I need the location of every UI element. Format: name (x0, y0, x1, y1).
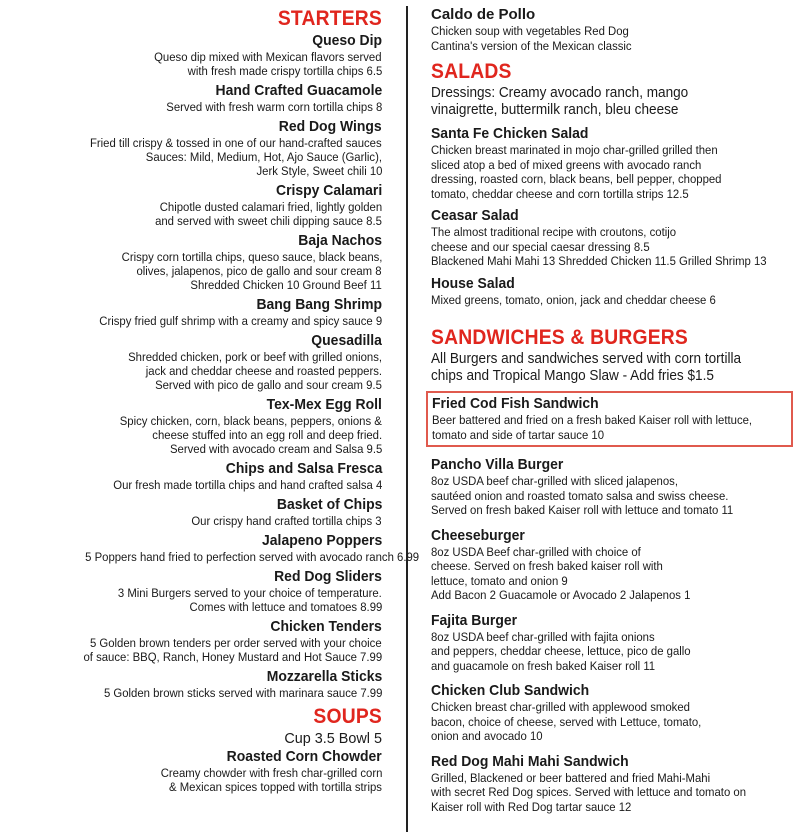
item-description (431, 24, 781, 53)
item-description (60, 314, 382, 328)
description-line: 3 Mini Burgers served to your choice of temperature. (118, 586, 382, 600)
description-line: Comes with lettuce and tomatoes 8.99 (189, 600, 382, 614)
description-line: cheese and our special caesar dressing 8.5 (431, 239, 650, 254)
description-line: The almost traditional recipe with croutons, cotijo (431, 225, 677, 239)
item-description (60, 478, 382, 492)
description-line: 5 Golden brown sticks served with marinara sauce 7.99 (103, 686, 382, 700)
item-name: Fajita Burger (431, 611, 518, 629)
description-line: cheese. Served on fresh baked kaiser roll with (431, 559, 663, 573)
description-line: of sauce: BBQ, Ranch, Honey Mustard and Hot Sauce 7.99 (83, 650, 382, 664)
item-name: Fried Cod Fish Sandwich (432, 395, 599, 412)
menu-item (60, 568, 382, 614)
description-line: Shredded Chicken 10 Ground Beef 11 (190, 278, 382, 292)
menu-item (60, 668, 382, 700)
menu-item (60, 618, 382, 664)
menu-item (60, 396, 382, 456)
item-description (431, 225, 781, 269)
item-name: Red Dog Wings (279, 118, 382, 135)
menu-item (60, 496, 382, 528)
item-name: Tex-Mex Egg Roll (266, 396, 382, 413)
description-line: Creamy chowder with fresh char-grilled corn (160, 766, 382, 780)
menu-item (431, 682, 781, 744)
description-line: Served with pico de gallo and sour cream 9.5 (155, 378, 382, 392)
description-line: Sauces: Mild, Medium, Hot, Ajo Sauce (Garlic), (145, 150, 382, 164)
description-line: 5 Golden brown tenders per order served with your choice (90, 636, 382, 650)
item-description (60, 350, 382, 392)
description-line: cheese stuffed into an egg roll and deep fried. (152, 428, 382, 442)
description-line: Crispy corn tortilla chips, queso sauce, black beans, (121, 250, 382, 264)
item-description (60, 766, 382, 794)
description-line: 8oz USDA beef char-grilled with sliced jalapenos, (431, 474, 678, 488)
item-name: Jalapeno Poppers (261, 532, 382, 549)
description-line: tomato and side of tartar sauce 10 (432, 427, 605, 442)
sandwiches-note (431, 351, 781, 385)
menu-item (431, 275, 781, 308)
description-line: olives, jalapenos, pico de gallo and sour cream 8 (136, 264, 382, 278)
item-description (60, 50, 382, 78)
item-description (431, 630, 781, 674)
menu-item (60, 82, 382, 114)
section-title-sandwiches: SANDWICHES & BURGERS (431, 326, 689, 349)
menu-item (431, 612, 781, 674)
item-description (431, 700, 781, 744)
right-column (431, 6, 781, 823)
description-line: bacon, choice of cheese, served with Lettuce, tomato, (431, 714, 702, 729)
starters-list (60, 32, 420, 700)
description-line: Blackened Mahi Mahi 13 Shredded Chicken 11.5 Grilled Shrimp 13 (431, 254, 767, 268)
description-line: sliced atop a bed of mixed greens with avocado ranch (431, 157, 702, 172)
menu-item (60, 232, 382, 292)
description-line: Spicy chicken, corn, black beans, peppers, onions & (119, 414, 382, 428)
description-line: 8oz USDA Beef char-grilled with choice of (431, 544, 641, 559)
description-line: Mixed greens, tomato, onion, jack and cheddar cheese 6 (431, 292, 716, 307)
description-line: Dressings: Creamy avocado ranch, mango (431, 85, 689, 101)
menu-item (60, 532, 420, 564)
item-name: Pancho Villa Burger (431, 456, 564, 473)
description-line: 5 Poppers hand fried to perfection served with avocado ranch 6.99 (85, 550, 420, 564)
section-title-soups: SOUPS (313, 705, 382, 728)
description-line: onion and avocado 10 (431, 729, 543, 743)
item-name: Chicken Club Sandwich (431, 682, 590, 699)
menu-item (60, 296, 382, 328)
item-name: Red Dog Mahi Mahi Sandwich (431, 752, 629, 770)
menu-item (60, 118, 382, 178)
description-line: Beer battered and fried on a fresh baked Kaiser roll with lettuce, (432, 413, 753, 427)
menu-item (431, 753, 781, 815)
description-line: Chicken breast marinated in mojo char-grilled grilled then (431, 143, 718, 157)
sandwiches-list (431, 391, 781, 814)
item-name: Quesadilla (311, 332, 382, 349)
description-line: lettuce, tomato and onion 9 (431, 573, 568, 588)
item-description (60, 586, 382, 614)
description-line: chips and Tropical Mango Slaw - Add fries $1.5 (431, 368, 714, 384)
item-description (431, 771, 781, 815)
item-name: Chicken Tenders (270, 618, 382, 635)
description-line: Chicken breast char-grilled with applewood smoked (431, 700, 690, 714)
menu-item (60, 332, 382, 392)
item-description (60, 100, 382, 114)
menu-item (60, 32, 382, 78)
highlighted-menu-item (426, 391, 793, 447)
item-name: Red Dog Sliders (274, 568, 382, 585)
description-line: and served with sweet chili dipping sauce 8.5 (155, 214, 382, 228)
item-description (60, 514, 382, 528)
item-description (431, 143, 781, 201)
description-line: tomato, cheddar cheese and corn tortilla strips 12.5 (431, 186, 689, 201)
description-line: Jerk Style, Sweet chili 10 (255, 164, 382, 178)
item-description (431, 474, 781, 518)
menu-item (60, 182, 382, 228)
description-line: sautéed onion and roasted tomato salsa and swiss cheese. (431, 488, 729, 503)
item-name: Roasted Corn Chowder (226, 748, 382, 765)
salads-dressings (431, 85, 781, 119)
description-line: vinaigrette, buttermilk ranch, bleu cheese (431, 102, 679, 118)
menu-item (431, 456, 781, 518)
column-divider (406, 6, 408, 832)
item-description (60, 200, 382, 228)
description-line: Fried till crispy & tossed in one of our hand-crafted sauces (90, 136, 382, 150)
description-line: jack and cheddar cheese and roasted peppers. (145, 364, 382, 378)
item-description (431, 293, 781, 308)
item-name: Baja Nachos (298, 232, 382, 249)
description-line: Add Bacon 2 Guacamole or Avocado 2 Jalapenos 1 (431, 588, 691, 602)
item-description (60, 686, 382, 700)
item-name: Basket of Chips (276, 496, 382, 513)
description-line: 8oz USDA beef char-grilled with fajita onions (431, 629, 655, 644)
item-name: House Salad (431, 274, 515, 292)
item-name: Bang Bang Shrimp (256, 296, 382, 313)
description-line: dressing, roasted corn, black beans, bell pepper, chopped (431, 172, 722, 186)
item-description (60, 636, 382, 664)
description-line: with fresh made crispy tortilla chips 6.5 (187, 64, 382, 78)
soups-sizes: Cup 3.5 Bowl 5 (284, 731, 382, 747)
item-description (60, 550, 420, 564)
salads-list (431, 125, 781, 307)
item-name: Crispy Calamari (275, 182, 382, 199)
item-description (431, 545, 781, 603)
item-name: Cheeseburger (431, 526, 525, 544)
description-line: with secret Red Dog spices. Served with lettuce and tomato on (431, 785, 747, 799)
description-line: Cantina's version of the Mexican classic (431, 38, 632, 53)
section-title-starters: STARTERS (277, 7, 382, 30)
description-line: Grilled, Blackened or beer battered and fried Mahi-Mahi (431, 770, 711, 785)
item-name: Caldo de Pollo (431, 6, 536, 23)
left-column (60, 6, 420, 797)
menu-item (431, 6, 781, 53)
description-line: Our fresh made tortilla chips and hand crafted salsa 4 (112, 478, 382, 492)
item-name: Ceasar Salad (431, 207, 519, 224)
description-line: Served on fresh baked Kaiser roll with lettuce and tomato 11 (431, 503, 734, 517)
section-title-salads: SALADS (431, 60, 512, 83)
description-line: Served with avocado cream and Salsa 9.5 (169, 442, 382, 456)
menu-item (60, 460, 382, 492)
description-line: Crispy fried gulf shrimp with a creamy and spicy sauce 9 (99, 314, 382, 328)
menu-item (431, 207, 781, 269)
menu-item (60, 748, 382, 794)
item-description (60, 250, 382, 292)
description-line: Queso dip mixed with Mexican flavors served (154, 50, 382, 64)
description-line: and peppers, cheddar cheese, lettuce, pico de gallo (431, 644, 691, 658)
item-description (60, 136, 382, 178)
item-name: Mozzarella Sticks (266, 668, 382, 685)
description-line: All Burgers and sandwiches served with corn tortilla (431, 351, 742, 367)
description-line: Our crispy hand crafted tortilla chips 3 (191, 514, 382, 528)
description-line: Chicken soup with vegetables Red Dog (431, 24, 629, 38)
item-description (60, 414, 382, 456)
item-name: Santa Fe Chicken Salad (431, 125, 589, 142)
item-name: Hand Crafted Guacamole (215, 82, 382, 99)
menu-item (431, 527, 781, 603)
description-line: Kaiser roll with Red Dog tartar sauce 12 (431, 799, 632, 814)
menu-item (431, 125, 781, 201)
description-line: & Mexican spices topped with tortilla strips (169, 780, 382, 794)
item-name: Queso Dip (312, 32, 382, 49)
item-name: Chips and Salsa Fresca (225, 460, 382, 477)
description-line: and guacamole on fresh baked Kaiser roll 11 (431, 658, 656, 673)
description-line: Chipotle dusted calamari fried, lightly golden (159, 200, 382, 214)
item-description (432, 413, 785, 442)
description-line: Served with fresh warm corn tortilla chips 8 (165, 100, 382, 114)
soups-list (60, 748, 382, 794)
description-line: Shredded chicken, pork or beef with grilled onions, (128, 350, 382, 364)
